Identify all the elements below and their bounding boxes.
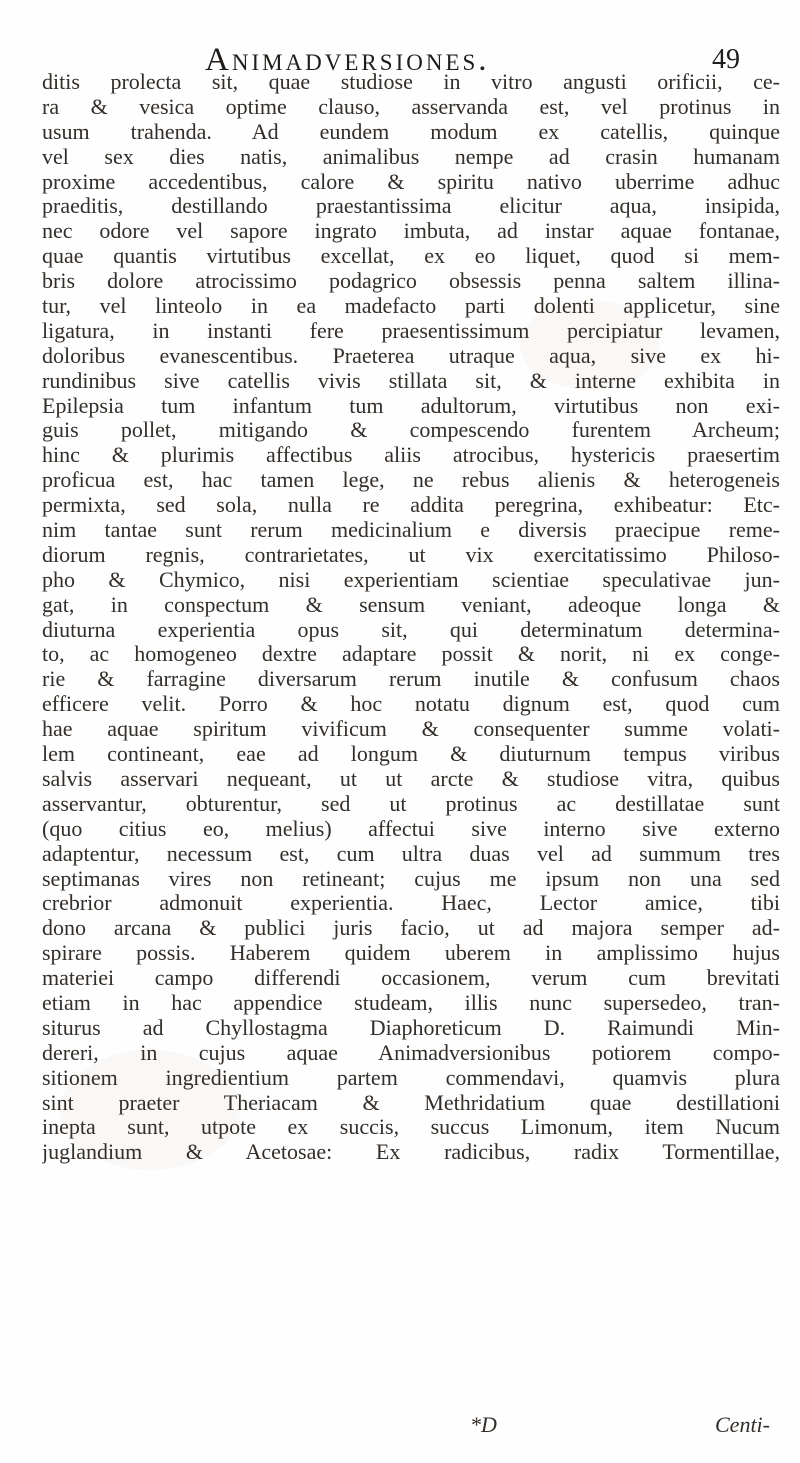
text-line: doloribus evanescentibus. Praeterea utraque aqua, sive ex hi-	[42, 343, 780, 368]
text-line: septimanas vires non retineant; cujus me ipsum non una sed	[42, 866, 780, 891]
text-line: tur, vel linteolo in ea madefacto parti dolenti applicetur, sine	[42, 294, 780, 319]
text-line: usum trahenda. Ad eundem modum ex catellis, quinque	[42, 119, 780, 144]
text-line: guis pollet, mitigando & compescendo furentem Archeum;	[42, 418, 780, 443]
page-number: 49	[712, 44, 740, 75]
text-line: efficere velit. Porro & hoc notatu dignum est, quod cum	[42, 692, 780, 717]
text-line: ra & vesica optime clauso, asservanda est, vel protinus in	[42, 94, 780, 119]
text-line: proficua est, hac tamen lege, ne rebus alienis & heterogeneis	[42, 468, 780, 493]
text-line: adaptentur, necessum est, cum ultra duas vel ad summum tres	[42, 841, 780, 866]
text-line: asservantur, obturentur, sed ut protinus ac destillatae sunt	[42, 791, 780, 816]
text-line: nec odore vel sapore ingrato imbuta, ad instar aquae fontanae,	[42, 219, 780, 244]
text-line: (quo citius eo, melius) affectui sive interno sive externo	[42, 816, 780, 841]
text-line: sint praeter Theriacam & Methridatium quae destillationi	[42, 1090, 780, 1115]
running-head: Animadversiones.	[205, 42, 490, 78]
text-line: ligatura, in instanti fere praesentissimum percipiatur levamen,	[42, 318, 780, 343]
text-line: inepta sunt, utpote ex succis, succus Limonum, item Nucum	[42, 1115, 780, 1140]
text-line: praeditis, destillando praestantissima elicitur aqua, insipida,	[42, 194, 780, 219]
text-line: rie & farragine diversarum rerum inutile & confusum chaos	[42, 667, 780, 692]
text-line: materiei campo differendi occasionem, verum cum brevitati	[42, 966, 780, 991]
text-line: salvis asservari nequeant, ut ut arcte & studiose vitra, quibus	[42, 766, 780, 791]
catchword: Centi-	[715, 1412, 770, 1437]
text-line: sitionem ingredientium partem commendavi, quamvis plura	[42, 1065, 780, 1090]
text-line: siturus ad Chyllostagma Diaphoreticum D. Raimundi Min-	[42, 1015, 780, 1040]
text-line: spirare possis. Haberem quidem uberem in amplissimo hujus	[42, 941, 780, 966]
text-line: etiam in hac appendice studeam, illis nunc supersedeo, tran-	[42, 990, 780, 1015]
text-line: Epilepsia tum infantum tum adultorum, virtutibus non exi-	[42, 393, 780, 418]
text-line: vel sex dies natis, animalibus nempe ad crasin humanam	[42, 144, 780, 169]
text-line: dono arcana & publici juris facio, ut ad majora semper ad-	[42, 916, 780, 941]
text-line: permixta, sed sola, nulla re addita peregrina, exhibeatur: Etc-	[42, 493, 780, 518]
text-line: proxime accedentibus, calore & spiritu nativo uberrime adhuc	[42, 169, 780, 194]
text-line: quae quantis virtutibus excellat, ex eo liquet, quod si mem-	[42, 244, 780, 269]
text-line: lem contineant, eae ad longum & diuturnum tempus viribus	[42, 742, 780, 767]
text-line: pho & Chymico, nisi experientiam scientiae speculativae jun-	[42, 567, 780, 592]
text-line: gat, in conspectum & sensum veniant, adeoque longa &	[42, 592, 780, 617]
text-line: ditis prolecta sit, quae studiose in vitro angusti orificii, ce-	[42, 70, 780, 94]
signature-mark: *D	[470, 1412, 497, 1437]
text-line: diuturna experientia opus sit, qui determinatum determina-	[42, 617, 780, 642]
text-line: rundinibus sive catellis vivis stillata sit, & interne exhibita in	[42, 368, 780, 393]
text-line: juglandium & Acetosae: Ex radicibus, radix Tormentillae,	[42, 1140, 780, 1165]
text-line: hae aquae spiritum vivificum & consequenter summe volati-	[42, 717, 780, 742]
text-line: crebrior admonuit experientia. Haec, Lector amice, tibi	[42, 891, 780, 916]
text-line: hinc & plurimis affectibus aliis atrocibus, hystericis praesertim	[42, 443, 780, 468]
text-line: nim tantae sunt rerum medicinalium e diversis praecipue reme-	[42, 518, 780, 543]
text-line: diorum regnis, contrarietates, ut vix exercitatissimo Philoso-	[42, 542, 780, 567]
text-line: dereri, in cujus aquae Animadversionibus potiorem compo-	[42, 1040, 780, 1065]
text-line: to, ac homogeneo dextre adaptare possit & norit, ni ex conge-	[42, 642, 780, 667]
text-line: bris dolore atrocissimo podagrico obsessis penna saltem illina-	[42, 269, 780, 294]
body-text	[42, 70, 780, 1165]
